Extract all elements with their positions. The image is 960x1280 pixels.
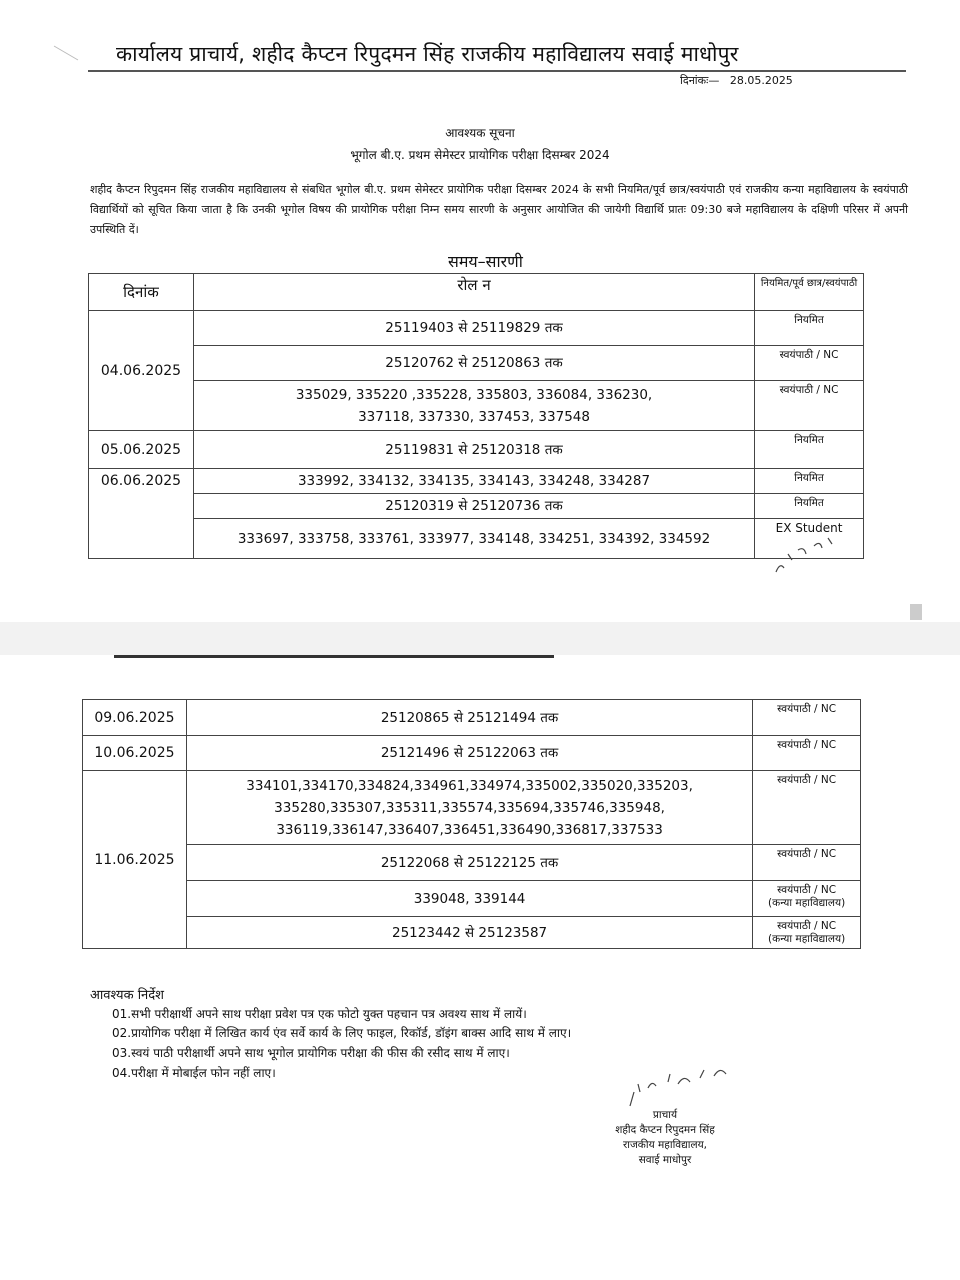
roll-line: 334101,334170,334824,334961,334974,335002,335020,335203, [246, 777, 693, 794]
category-cell: स्वयंपाठी / NC [753, 700, 861, 736]
header-rule [88, 70, 906, 72]
table-row [83, 736, 861, 771]
table-row [89, 469, 864, 494]
date-cell: 04.06.2025 [89, 311, 194, 431]
roll-cell: 25123442 से 25123587 [186, 917, 752, 949]
col-header-category: नियमित/पूर्व छात्र/स्वयंपाठी [755, 274, 864, 311]
table-header-row [89, 274, 864, 311]
timetable-page-1 [88, 273, 864, 559]
table-row [89, 519, 864, 559]
page1-signature-scribble [770, 532, 840, 576]
timetable-heading: समय–सारणी [448, 252, 523, 271]
notice-subtitle: भूगोल बी.ए. प्रथम सेमेस्टर प्रायोगिक परीक्षा दिसम्बर 2024 [350, 148, 610, 162]
table-row [83, 771, 861, 845]
issue-date [680, 73, 793, 88]
instruction-item: 03.स्वयं पाठी परीक्षार्थी अपने साथ भूगोल प्रायोगिक परीक्षा की फीस की रसीद साथ में लाए। [112, 1046, 510, 1060]
signature-line: सवाई माधोपुर [638, 1154, 692, 1166]
roll-cell: 25119831 से 25120318 तक [193, 431, 754, 469]
page-edge-shadow [910, 604, 922, 620]
category-cell: नियमित [755, 469, 864, 494]
table-row [89, 311, 864, 346]
roll-line: 335029, 335220 ,335228, 335803, 336084, 336230, [295, 386, 653, 403]
table-row [89, 346, 864, 381]
signature-line: शहीद कैप्टन रिपुदमन सिंह [615, 1124, 715, 1136]
category-cell: स्वयंपाठी / NC [755, 381, 864, 431]
principal-signature [622, 1062, 732, 1110]
date-cell: 06.06.2025 [89, 469, 194, 559]
category-cell: स्वयंपाठी / NC [753, 845, 861, 881]
date-cell: 10.06.2025 [83, 736, 187, 771]
category-cell [753, 917, 861, 949]
page2-top-edge [114, 655, 554, 658]
category-line: (कन्या महाविद्यालय) [768, 897, 846, 909]
roll-cell: 25122068 से 25122125 तक [186, 845, 752, 881]
notice-body: शहीद कैप्टन रिपुदमन सिंह राजकीय महाविद्यालय से संबधित भूगोल बी.ए. प्रथम सेमेस्टर प्रायोगिक परीक्षा दिसम्बर 2024 के सभी नियमित/पूर्व छात्र/स्वयंपाठी एवं राजकीय कन्या महाविद्यालय के स्वयंपाठी विद्यार्थियों को सूचित किया जाता है कि उनकी भूगोल विषय की प्रायोगिक परीक्षा निम्न समय सारणी के अनुसार आयोजित की जायेगी विद्यार्थि प्रातः 09:30 बजे महाविद्यालय के दक्षिणी परिसर में अपनी उपस्थिति दें। [90, 183, 908, 236]
roll-line: 336119,336147,336407,336451,336490,336817,337533 [276, 821, 663, 838]
timetable-page-2 [82, 699, 861, 949]
category-line: स्वयंपाठी / NC [777, 884, 837, 896]
roll-cell: 333992, 334132, 334135, 334143, 334248, 334287 [193, 469, 754, 494]
table-row [89, 494, 864, 519]
category-cell: नियमित [755, 494, 864, 519]
category-line: (कन्या महाविद्यालय) [768, 933, 846, 945]
col-header-date: दिनांक [89, 274, 194, 311]
instruction-item: 01.सभी परीक्षार्थी अपने साथ परीक्षा प्रवेश पत्र एक फोटो युक्त पहचान पत्र अवश्य साथ में लायें। [112, 1007, 527, 1021]
roll-line: 337118, 337330, 337453, 337548 [358, 408, 590, 425]
category-cell: EX Student [755, 519, 864, 559]
category-cell: स्वयंपाठी / NC [755, 346, 864, 381]
category-cell: नियमित [755, 431, 864, 469]
roll-cell [186, 771, 752, 845]
date-label: दिनांकः— [680, 74, 720, 87]
category-cell: स्वयंपाठी / NC [753, 771, 861, 845]
instructions-heading: आवश्यक निर्देश [90, 988, 165, 1003]
signature-line: राजकीय महाविद्यालय, [622, 1139, 708, 1151]
table-row [83, 917, 861, 949]
instruction-item: 02.प्रायोगिक परीक्षा में लिखित कार्य एंव सर्वे कार्य के लिए फाइल, रिकॉर्ड, डॉइंग बाक्स आदि साथ में लाए। [112, 1026, 572, 1040]
roll-cell: 333697, 333758, 333761, 333977, 334148, 334251, 334392, 334592 [193, 519, 754, 559]
roll-cell: 25120865 से 25121494 तक [186, 700, 752, 736]
table-row [83, 700, 861, 736]
page-corner-mark [52, 42, 82, 64]
table-row [89, 431, 864, 469]
table-row [83, 845, 861, 881]
office-title: कार्यालय प्राचार्य, शहीद कैप्टन रिपुदमन सिंह राजकीय महाविद्यालय सवाई माधोपुर [116, 42, 739, 66]
table-row [89, 381, 864, 431]
table-row [83, 881, 861, 917]
roll-cell [193, 381, 754, 431]
roll-line: 335280,335307,335311,335574,335694,335746,335948, [274, 799, 665, 816]
category-cell: नियमित [755, 311, 864, 346]
date-cell: 05.06.2025 [89, 431, 194, 469]
category-cell [753, 881, 861, 917]
category-cell: स्वयंपाठी / NC [753, 736, 861, 771]
date-cell: 11.06.2025 [83, 771, 187, 949]
roll-cell: 25121496 से 25122063 तक [186, 736, 752, 771]
roll-cell: 339048, 339144 [186, 881, 752, 917]
category-line: स्वयंपाठी / NC [777, 920, 837, 932]
date-cell: 09.06.2025 [83, 700, 187, 736]
roll-cell: 25119403 से 25119829 तक [193, 311, 754, 346]
page-gap [0, 622, 960, 655]
signature-title: प्राचार्य [652, 1109, 678, 1121]
notice-title: आवश्यक सूचना [445, 126, 515, 140]
roll-cell: 25120319 से 25120736 तक [193, 494, 754, 519]
instruction-item: 04.परीक्षा में मोबाईल फोन नहीं लाए। [112, 1066, 276, 1080]
col-header-roll: रोल न [193, 274, 754, 311]
roll-cell: 25120762 से 25120863 तक [193, 346, 754, 381]
date-value: 28.05.2025 [729, 74, 793, 87]
